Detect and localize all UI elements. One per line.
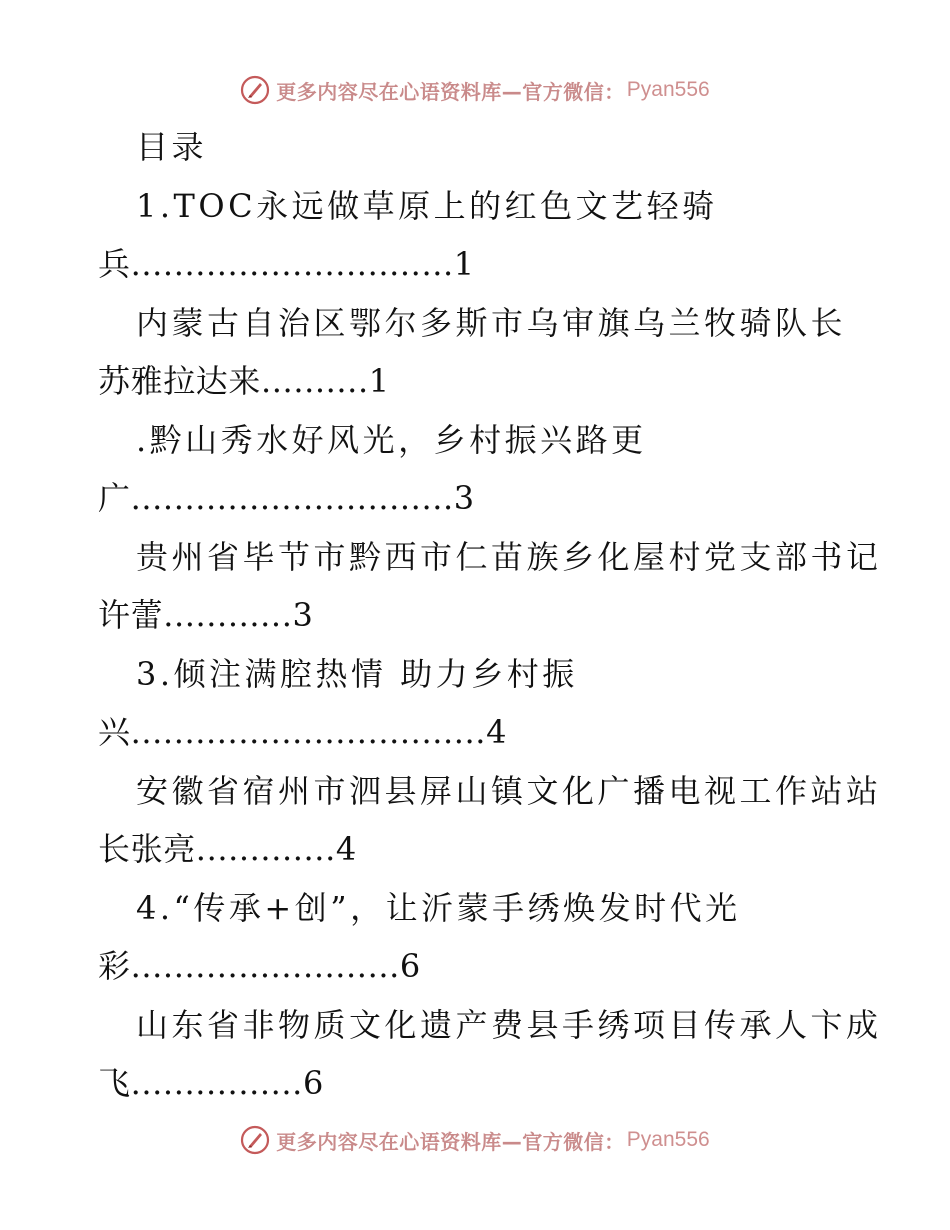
toc-entry-continuation: 长张亮.............4	[98, 830, 357, 868]
toc-entry-continuation: 兴.................................4	[98, 713, 508, 751]
toc-container	[98, 118, 882, 1113]
toc-entry-title: 3.倾注满腔热情 助力乡村振	[136, 654, 578, 693]
toc-entry-continuation: 飞................6	[98, 1064, 324, 1102]
watermark-account: Pyan556	[626, 78, 710, 101]
toc-entry-continuation: 广..............................3	[98, 479, 475, 517]
quill-logo-icon	[240, 75, 270, 105]
watermark-banner-bottom	[0, 1120, 950, 1160]
toc-entry-title: .黔山秀水好风光，乡村振兴路更	[136, 420, 647, 459]
toc-entry-continuation: 彩.........................6	[98, 947, 421, 985]
toc-entry-title: 1.TOC永远做草原上的红色文艺轻骑	[136, 186, 718, 225]
toc-entry-continuation: 许蕾............3	[98, 596, 314, 634]
toc-entry-title: 4.“传承+创”，让沂蒙手绣焕发时代光	[136, 888, 741, 927]
toc-entry-author: 贵州省毕节市黔西市仁苗族乡化屋村党支部书记	[136, 537, 882, 576]
toc-entry-continuation: 苏雅拉达来..........1	[98, 362, 390, 400]
toc-entry-author: 内蒙古自治区鄂尔多斯市乌审旗乌兰牧骑队长	[136, 303, 847, 342]
quill-logo-icon	[240, 1125, 270, 1155]
toc-entry-author: 安徽省宿州市泗县屏山镇文化广播电视工作站站	[136, 771, 882, 810]
toc-entry-continuation: 兵..............................1	[98, 245, 475, 283]
toc-heading: 目录	[136, 128, 208, 166]
watermark-account: Pyan556	[626, 1128, 710, 1151]
watermark-text: 更多内容尽在心语资料库—官方微信：	[276, 1129, 625, 1154]
watermark-text: 更多内容尽在心语资料库—官方微信：	[276, 79, 625, 104]
toc-entry-author: 山东省非物质文化遗产费县手绣项目传承人卞成	[136, 1005, 882, 1044]
watermark-banner-top	[0, 70, 950, 110]
